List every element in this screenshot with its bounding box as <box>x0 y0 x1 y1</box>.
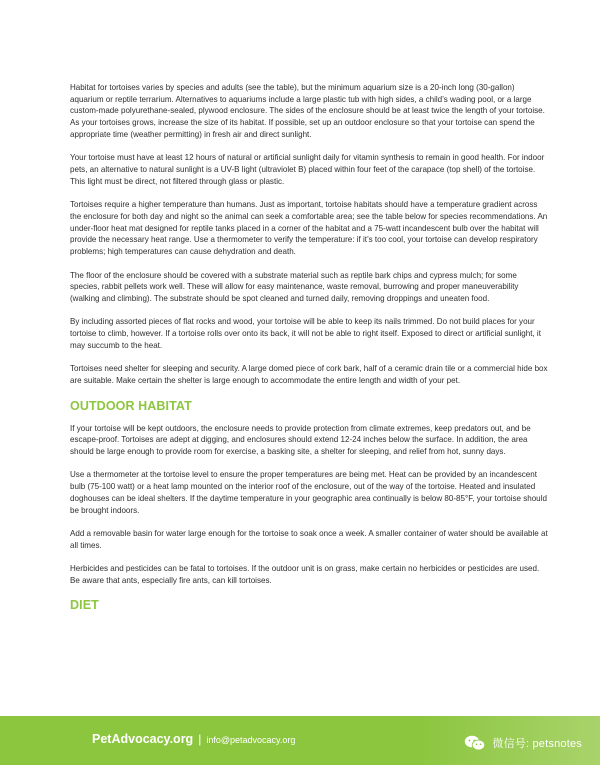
footer-separator: | <box>198 732 202 746</box>
footer-brand-link[interactable]: PetAdvocacy.org <box>92 732 194 746</box>
footer-bar <box>0 716 600 765</box>
paragraph-water-basin: Add a removable basin for water large enough for the tortoise to soak once a week. A smaller container of water should be available at all times. <box>70 529 548 550</box>
paragraph-temperature: Tortoises require a higher temperature than humans. Just as important, tortoise habitats should have a temperature gradient across the enclosure for both day and night so the animal can seek a comfortable area; see the table below for species recommendations. An under-floor heat mat designed for reptile tanks placed in a corner of the habitat and a 75-watt incandescent bulb over the habitat will provide the necessary heat range. Use a thermometer to verify the temperature: if it’s too cool, your tortoise can develop respiratory problems; high temperatures can cause dehydration and death. <box>70 200 548 257</box>
wechat-id-text: 微信号: petsnotes <box>492 738 582 750</box>
heading-diet: DIET <box>70 598 99 613</box>
paragraph-sunlight: Your tortoise must have at least 12 hours of natural or artificial sunlight daily for vitamin synthesis to remain in good health. For indoor pets, an alternative to natural sunlight is a UV-B light (ultraviolet B) placed within four feet of the carapace (top shell) of the tortoise. This light must be direct, not filtered through glass or plastic. <box>70 153 545 186</box>
wechat-icon <box>464 735 486 751</box>
paragraph-outdoor-thermometer: Use a thermometer at the tortoise level to ensure the proper temperatures are being met. Heat can be provided by an incandescent bulb (75-100 watt) or a heat lamp mounted on the interior roof of the enclosure, out of the way of the tortoise. Heated and insulated doghouses can be ideal shelters. If the daytime temperature in your geographic area continually is below 80-85°F, your tortoise should be brought indoors. <box>70 470 547 515</box>
paragraph-rocks-wood: By including assorted pieces of flat rocks and wood, your tortoise will be able to keep its nails trimmed. Do not build places for your tortoise to climb, however. If a tortoise rolls over onto its back, it will not be able to right itself. Exposed to direct or artificial sunlight, it may succumb to the heat. <box>70 317 541 350</box>
heading-outdoor-habitat: OUTDOOR HABITAT <box>70 398 192 413</box>
paragraph-outdoor-enclosure: If your tortoise will be kept outdoors, the enclosure needs to provide protection from climate extremes, keep predators out, and be escape-proof. Tortoises are adept at digging, and enclosures should extend 12-24 inches below the surface. In addition, the area should be large enough to provide room for exercise, a basking site, a shelter for sleeping, and relief from hot, sunny days. <box>70 423 531 456</box>
document-body <box>70 82 548 622</box>
wechat-watermark <box>464 735 582 751</box>
paragraph-substrate: The floor of the enclosure should be covered with a substrate material such as reptile bark chips and cypress mulch; for some species, rabbit pellets work well. These will allow for easy maintenance, waste removal, burrowing and proper maneuverability (walking and climbing). The substrate should be spot cleaned and turned daily, removing droppings and uneaten food. <box>70 270 519 303</box>
paragraph-shelter: Tortoises need shelter for sleeping and security. A large domed piece of cork bark, half of a ceramic drain tile or a commercial hide box are suitable. Make certain the shelter is large enough to accommodate the entire length and width of your pet. <box>70 364 548 386</box>
footer-contact <box>92 732 295 746</box>
footer-email-link[interactable]: info@petadvocacy.org <box>206 735 296 745</box>
paragraph-habitat-size: Habitat for tortoises varies by species and adults (see the table), but the minimum aquarium size is a 20-inch long (30-gallon) aquarium or reptile terrarium. Alternatives to aquariums include a large plastic tub with high sides, a child’s wading pool, or a large custom-made polyurethane-sealed, plywood enclosure. The sides of the enclosure should be at least twice the length of your tortoise. As your tortoises grows, increase the size of its habitat. If possible, set up an outdoor enclosure so that your tortoise can spend the appropriate time (weather permitting) in fresh air and direct sunlight. <box>70 83 545 139</box>
paragraph-herbicides: Herbicides and pesticides can be fatal to tortoises. If the outdoor unit is on grass, make certain no herbicides or pesticides are used. Be aware that ants, especially fire ants, can kill tortoises. <box>70 564 540 585</box>
